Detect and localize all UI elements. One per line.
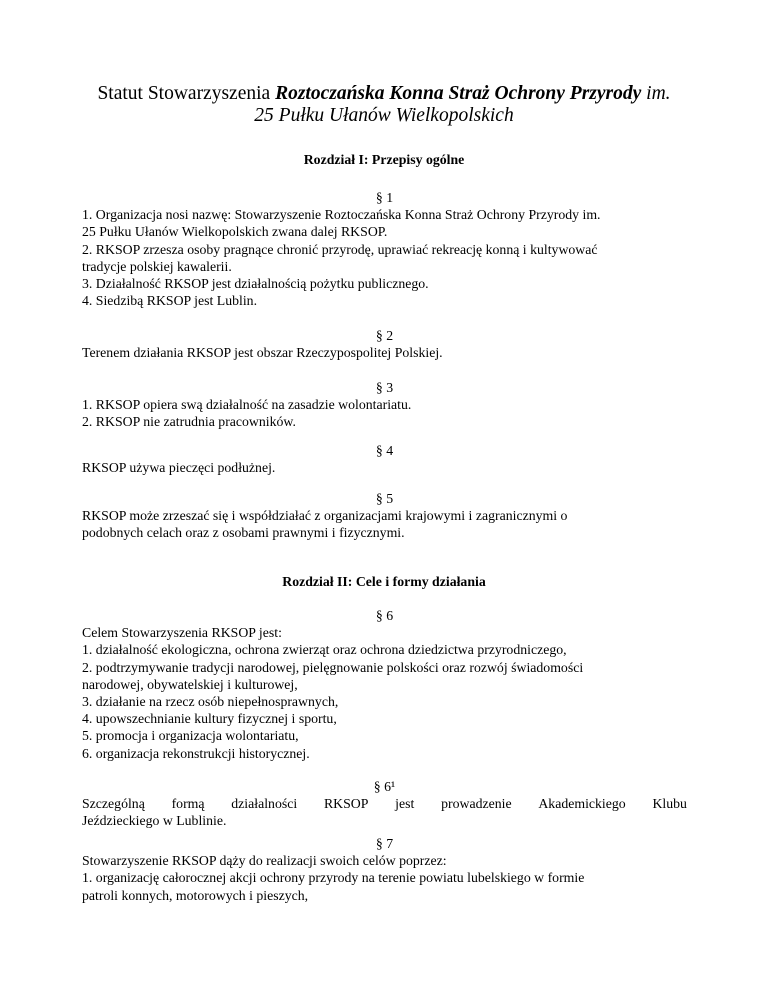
section-5: [82, 490, 687, 542]
section-1: [82, 189, 687, 309]
word: Klubu: [652, 796, 687, 812]
word: jest: [395, 796, 415, 812]
section-4-sign: § 4: [375, 443, 394, 458]
word: RKSOP: [323, 796, 369, 812]
section-6-line: 3. działanie na rzecz osób niepełnosprawnych,: [82, 694, 339, 710]
section-1-line: 25 Pułku Ułanów Wielkopolskich zwana dalej RKSOP.: [82, 224, 388, 240]
title-line-2: 25 Pułku Ułanów Wielkopolskich: [254, 105, 514, 126]
section-7-line: 1. organizację całorocznej akcji ochrony przyrody na terenie powiatu lubelskiego w formie: [82, 870, 585, 886]
section-5-sign: § 5: [375, 491, 394, 506]
section-6-1: [82, 778, 687, 830]
section-6-1-line-2: Jeździeckiego w Lublinie.: [82, 813, 227, 829]
section-1-sign: § 1: [375, 190, 394, 205]
section-6-line: 5. promocja i organizacja wolontariatu,: [82, 728, 299, 744]
section-1-line: 3. Działalność RKSOP jest działalnością pożytku publicznego.: [82, 276, 429, 292]
chapter-2-heading: Rozdział II: Cele i formy działania: [282, 574, 486, 589]
word: formą: [171, 796, 205, 812]
section-6-1-line-1: [82, 795, 687, 812]
word: Akademickiego: [538, 796, 626, 812]
section-6-line: 4. upowszechnianie kultury fizycznej i sportu,: [82, 711, 337, 727]
section-3: [82, 379, 687, 431]
section-3-sign: § 3: [375, 380, 394, 395]
word: działalności: [231, 796, 298, 812]
section-2: [82, 327, 687, 361]
section-1-line: tradycje polskiej kawalerii.: [82, 258, 232, 274]
title-suffix: im.: [641, 83, 671, 104]
title-organization-name: Roztoczańska Konna Straż Ochrony Przyrody: [275, 83, 642, 104]
title-prefix: Statut Stowarzyszenia: [97, 83, 276, 104]
section-2-line: Terenem działania RKSOP jest obszar Rzeczypospolitej Polskiej.: [82, 345, 443, 361]
section-1-line: 4. Siedzibą RKSOP jest Lublin.: [82, 293, 258, 309]
section-6-sign: § 6: [375, 608, 394, 623]
section-3-line: 1. RKSOP opiera swą działalność na zasadzie wolontariatu.: [82, 397, 412, 413]
section-6-line: 2. podtrzymywanie tradycji narodowej, pielęgnowanie polskości oraz rozwój świadomości: [82, 659, 584, 675]
section-3-line: 2. RKSOP nie zatrudnia pracowników.: [82, 414, 296, 430]
section-1-line: 2. RKSOP zrzesza osoby pragnące chronić przyrodę, uprawiać rekreację konną i kultywować: [82, 241, 598, 257]
document-title: [60, 83, 708, 127]
section-2-sign: § 2: [375, 328, 394, 343]
section-6-1-sign: § 6¹: [373, 779, 396, 794]
section-6-line: 6. organizacja rekonstrukcji historycznej.: [82, 745, 310, 761]
section-4-line: RKSOP używa pieczęci podłużnej.: [82, 460, 276, 476]
word: prowadzenie: [441, 796, 512, 812]
section-7-line: Stowarzyszenie RKSOP dąży do realizacji swoich celów poprzez:: [82, 853, 447, 869]
section-1-line: 1. Organizacja nosi nazwę: Stowarzyszenie Roztoczańska Konna Straż Ochrony Przyrody im.: [82, 207, 601, 223]
section-7-line: patroli konnych, motorowych i pieszych,: [82, 887, 309, 903]
section-6: [82, 607, 687, 762]
section-7: [82, 835, 687, 904]
word: Szczególną: [82, 796, 145, 812]
chapter-1-heading: Rozdział I: Przepisy ogólne: [303, 152, 465, 167]
section-5-line: RKSOP może zrzeszać się i współdziałać z organizacjami krajowymi i zagranicznymi o: [82, 508, 568, 524]
section-6-line: Celem Stowarzyszenia RKSOP jest:: [82, 625, 282, 641]
section-4: [82, 442, 687, 476]
section-5-line: podobnych celach oraz z osobami prawnymi i fizycznymi.: [82, 525, 405, 541]
section-6-line: 1. działalność ekologiczna, ochrona zwierząt oraz ochrona dziedzictwa przyrodniczego,: [82, 642, 567, 658]
section-6-line: narodowej, obywatelskiej i kulturowej,: [82, 676, 298, 692]
section-7-sign: § 7: [375, 836, 394, 851]
